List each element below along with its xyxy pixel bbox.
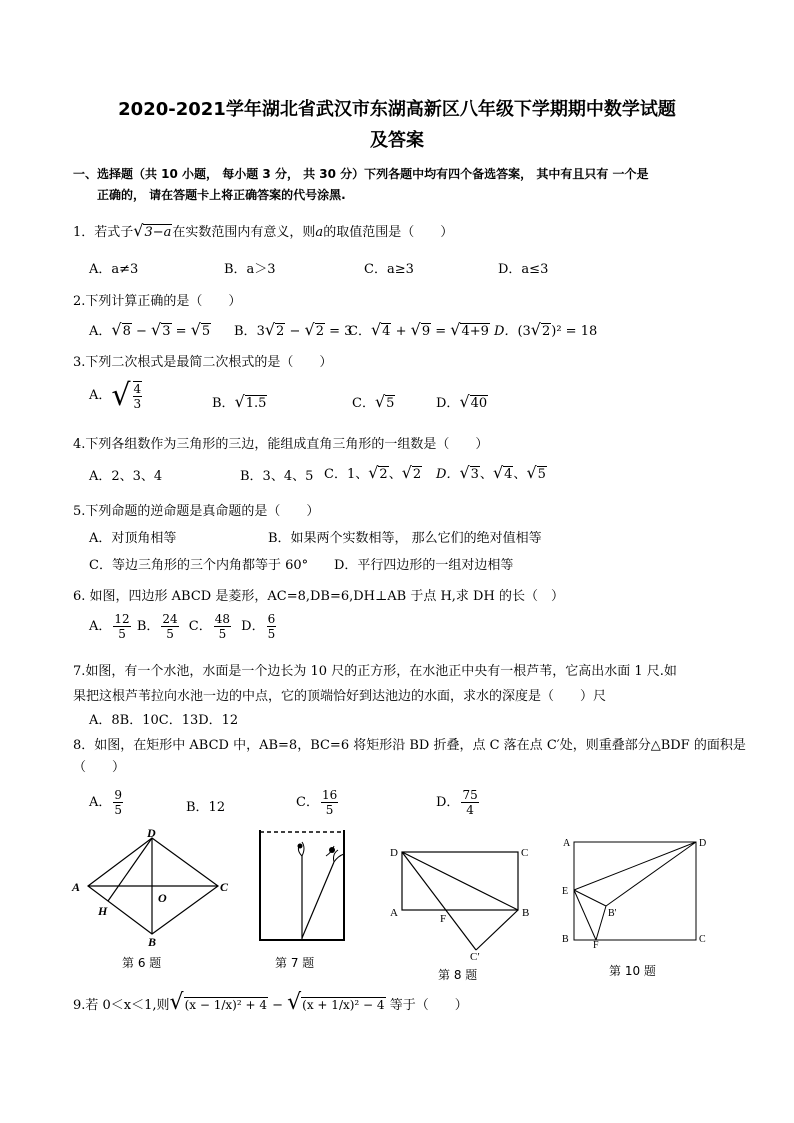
label-B: B: [148, 935, 157, 948]
label-O: O: [158, 891, 167, 905]
page-title-line2: 及答案: [370, 130, 424, 151]
label-B: B: [562, 934, 569, 945]
q9-minus: −: [267, 998, 288, 1013]
question-1: 1．若式子√3−a在实数范围内有意义，则a的取值范围是（ ）: [73, 221, 454, 240]
q3-option-a: A．√ $\frac{4}{3}$: [89, 378, 142, 413]
label-F: F: [440, 913, 447, 925]
label-D: D: [147, 828, 156, 840]
q1-stem-post: 在实数范围内有意义，则: [172, 225, 316, 240]
q3-option-d: D．√40: [436, 392, 488, 411]
q1-radicand: 3−a: [144, 225, 172, 240]
label-C: C: [220, 880, 229, 894]
question-9: 9.若 0＜x＜1,则√(x − 1/x)² + 4 − √(x + 1/x)² − 4 等于（ ）: [73, 990, 468, 1015]
q4-option-d: D．√3、√4、√5: [436, 463, 546, 482]
q8-option-d: D． $\frac{75}{4}$: [436, 788, 478, 817]
question-4: 4.下列各组数作为三角形的三边，能组成直角三角形的一组数是（ ）: [73, 437, 489, 452]
q3-option-b: B．√1.5: [212, 392, 267, 411]
q2-option-a: A．√8 − √3 = √5: [89, 320, 211, 339]
q5-option-d: D．平行四边形的一组对边相等: [334, 558, 514, 573]
segment-eb2: [574, 890, 606, 906]
segment-dc2: [402, 852, 476, 950]
question-8: 8．如图，在矩形中 ABCD 中，AB=8，BC=6 将矩形沿 BD 折叠，点 C 落在点 C′处，则重叠部分△BDF 的面积是: [73, 738, 746, 753]
figure-10: [560, 834, 710, 950]
q8-option-a: A． $\frac{9}{5}$: [89, 788, 123, 817]
label-B: B: [522, 907, 530, 919]
label-E: E: [562, 886, 569, 897]
q1-var: a: [315, 225, 324, 240]
figure-8-caption: 第 8 题: [438, 968, 478, 982]
question-6: 6. 如图，四边形 ABCD 是菱形，AC=8,DB=6,DH⊥AB 于点 H,求 DH 的长（ ）: [73, 589, 564, 604]
figure-6-caption: 第 6 题: [122, 956, 162, 970]
label-B-prime: B': [608, 908, 617, 919]
label-A: A: [72, 880, 81, 894]
figure-8: [384, 838, 536, 962]
segment-fb2: [596, 906, 606, 940]
section-header: 一、选择题（共 10 小题， 每小题 3 分， 共 30 分）下列各题中均有四个备选答案， 其中有且只有 一个是: [73, 167, 649, 181]
label-H: H: [98, 904, 108, 918]
question-3: 3.下列二次根式是最简二次根式的是（ ）: [73, 355, 333, 370]
q1-stem-end: 的取值范围是（ ）: [323, 225, 454, 240]
q2-options: [89, 320, 211, 339]
label-A: A: [390, 907, 398, 919]
segment-dh: [108, 838, 152, 901]
q9-term1: (x − 1/x)² + 4: [184, 998, 267, 1012]
q8-option-b: B．12: [186, 800, 226, 815]
label-F: F: [593, 940, 599, 950]
q1-stem-pre: 1．若式子: [73, 225, 134, 240]
q4-option-b: B．3、4、5: [240, 469, 314, 484]
q1-option-a: A．a≠3: [89, 262, 139, 277]
segment-ed: [574, 842, 696, 890]
figure-10-caption: 第 10 题: [609, 964, 656, 978]
square-abcd: [574, 842, 696, 940]
q1-option-c: C．a≥3: [364, 262, 414, 277]
q2-option-c: C．√4 + √9 = √4+9: [348, 320, 489, 339]
q6-option-d: D． $\frac{6}{5}$: [241, 612, 276, 641]
q8-option-c: C． $\frac{16}{5}$: [296, 788, 338, 817]
q6-option-c: C． $\frac{48}{5}$: [188, 612, 231, 641]
fold-bd: [402, 852, 518, 910]
q9-pre: 9.若 0＜x＜1,则: [73, 998, 170, 1013]
reed-bent: [302, 862, 334, 938]
label-D: D: [390, 847, 398, 859]
q7-options: A．8B．10C．13D．12: [89, 713, 239, 728]
q6-option-a: A． $\frac{12}{5}$: [89, 612, 130, 641]
q5-option-b: B．如果两个实数相等， 那么它们的绝对值相等: [268, 531, 542, 546]
segment-ef: [574, 890, 596, 940]
q1-option-b: B．a＞3: [224, 262, 276, 277]
q4-option-a: A．2、3、4: [89, 469, 163, 484]
figure-7: [256, 826, 348, 946]
q9-term2: (x + 1/x)² − 4: [302, 998, 385, 1012]
q4-option-c: C．1、√2、√2: [324, 463, 422, 482]
page-title: 2020-2021学年湖北省武汉市东湖高新区八年级下学期期中数学试题: [118, 99, 676, 120]
label-C-prime: C′: [470, 951, 480, 962]
label-C: C: [699, 934, 706, 945]
q6-options: [89, 612, 278, 641]
section-header-line2: 正确的， 请在答题卡上将正确答案的代号涂黑.: [97, 188, 346, 202]
figure-6: [68, 828, 238, 948]
segment-c2b: [476, 910, 518, 950]
label-D: D: [699, 838, 707, 849]
figure-7-caption: 第 7 题: [275, 956, 315, 970]
q1-option-d: D．a≤3: [498, 262, 549, 277]
q5-option-a: A．对顶角相等: [89, 531, 177, 546]
question-2: 2.下列计算正确的是（ ）: [73, 294, 242, 309]
q3-option-c: C．√5: [352, 392, 395, 411]
q5-option-c: C．等边三角形的三个内角都等于 60°: [89, 558, 309, 573]
segment-b2d: [606, 842, 696, 906]
q9-post: 等于（ ）: [389, 998, 468, 1013]
q6-option-b: B． $\frac{24}{5}$: [136, 612, 178, 641]
q2-option-b: B．3√2 − √2 = 3: [234, 320, 353, 339]
label-A: A: [563, 838, 571, 849]
label-C: C: [521, 847, 529, 859]
question-5: 5.下列命题的逆命题是真命题的是（ ）: [73, 504, 320, 519]
question-7: 7.如图，有一个水池，水面是一个边长为 10 尺的正方形，在水池正中央有一根芦苇，它高出水面 1 尺.如: [73, 664, 677, 679]
question-7-line2: 果把这根芦苇拉向水池一边的中点，它的顶端恰好到达池边的水面，求水的深度是（ ）尺: [73, 689, 607, 704]
q2-option-d: D．(3√2)² = 18: [494, 320, 598, 339]
question-8-line2: （ ）: [73, 760, 126, 775]
